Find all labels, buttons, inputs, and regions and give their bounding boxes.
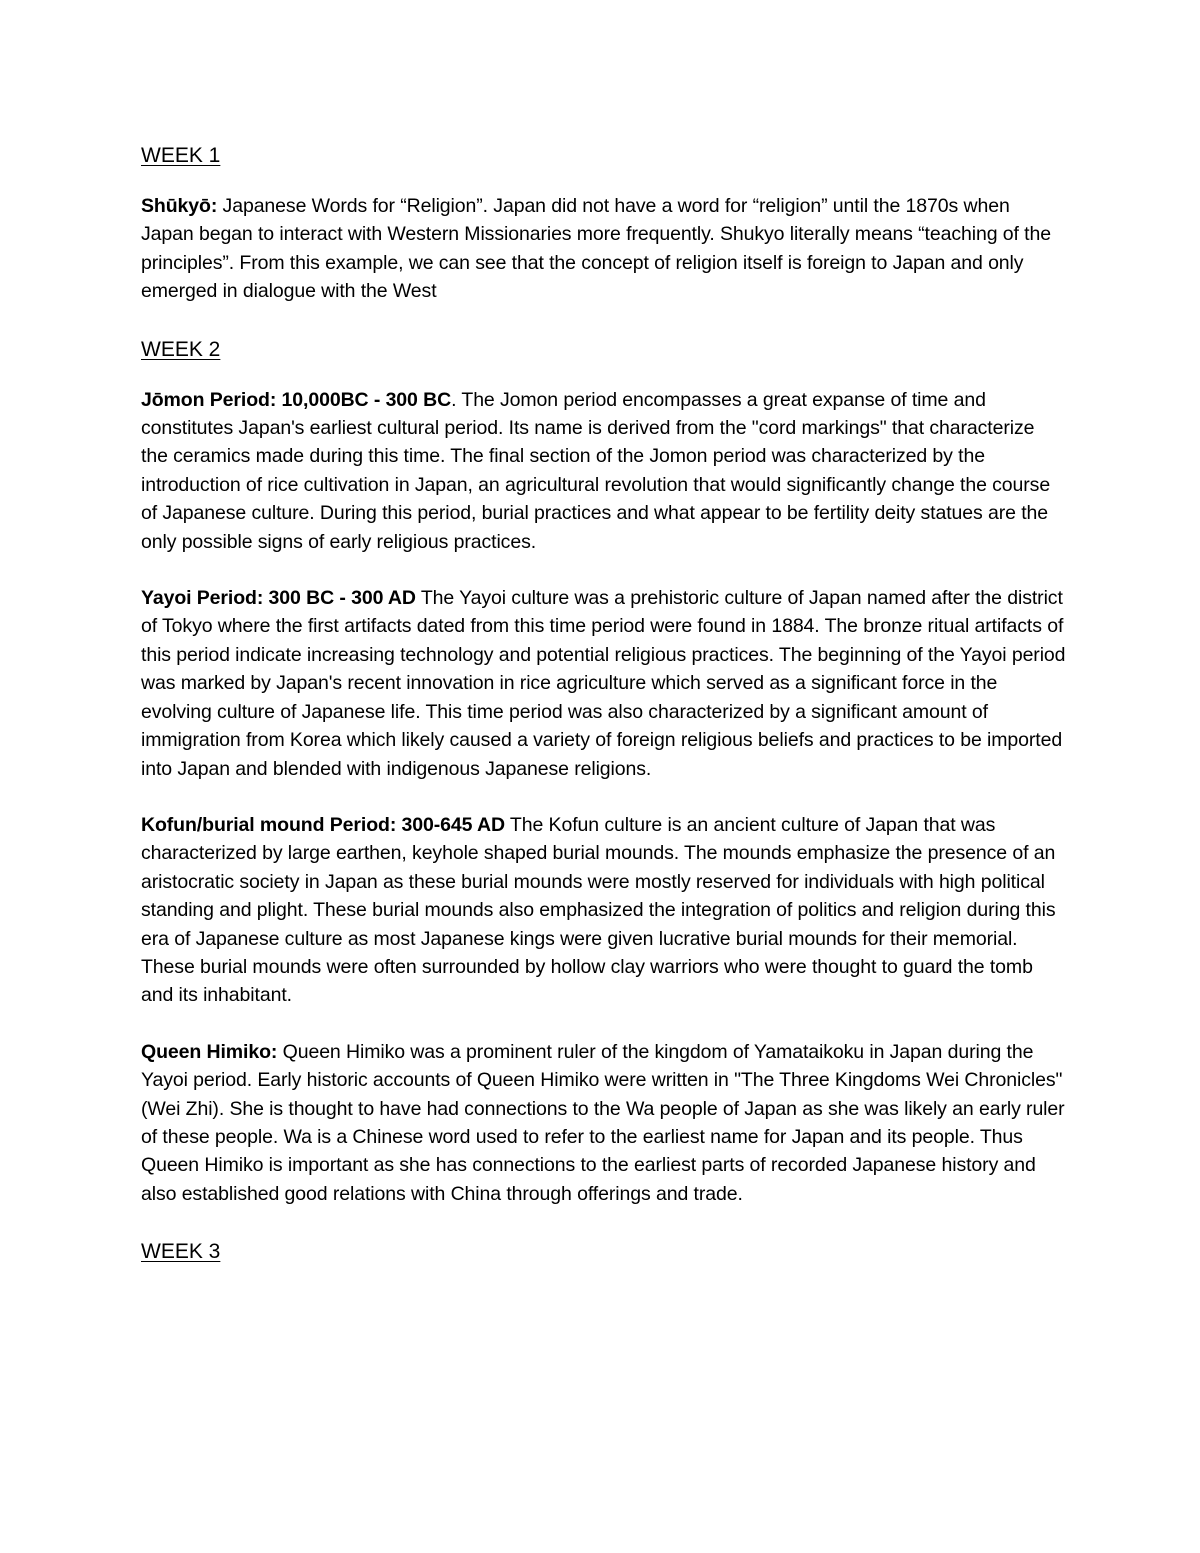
entry-text: The Yayoi culture was a prehistoric culture of Japan named after the district of Tokyo where the first artifacts dated from this time period were found in 1884. The bronze ritual artifacts of this period indicate increasing technology and potential religious practices. The beginning of the Yayoi period was marked by Japan's recent innovation in rice agriculture which served as a significant force in the evolving culture of Japanese life. This time period was also characterized by a significant amount of immigration from Korea which likely caused a variety of foreign religious beliefs and practices to be imported into Japan and blended with indigenous Japanese religions. <box>141 587 1066 780</box>
shukyo-entry <box>141 192 1066 306</box>
entry-text: Japanese Words for “Religion”. Japan did not have a word for “religion” until the 1870s when Japan began to interact with Western Missionaries more frequently. Shukyo literally means “teaching of the principles”. From this example, we can see that the concept of religion itself is foreign to Japan and only emerged in dialogue with the West <box>141 195 1051 303</box>
week-2-heading: WEEK 2 <box>141 337 221 361</box>
jomon-period-entry <box>141 386 1066 556</box>
entry-text: Queen Himiko was a prominent ruler of the kingdom of Yamataikoku in Japan during the Yayoi period. Early historic accounts of Queen Himiko were written in "The Three Kingdoms Wei Chronicles" (Wei Zhi). She is thought to have had connections to the Wa people of Japan as she was likely an early ruler of these people. Wa is a Chinese word used to refer to the earliest name for Japan and its people. Thus Queen Himiko is important as she has connections to the earliest parts of recorded Japanese history and also established good relations with China through offerings and trade. <box>141 1040 1065 1205</box>
week-3-heading: WEEK 3 <box>141 1240 221 1264</box>
entry-term: Queen Himiko: <box>141 1040 278 1063</box>
document-body <box>141 140 1066 1268</box>
entry-text: . The Jomon period encompasses a great expanse of time and constitutes Japan's earliest cultural period. Its name is derived from the "cord markings" that characterize the ceramics made during this time. The final section of the Jomon period was characterized by the introduction of rice cultivation in Japan, an agricultural revolution that would significantly change the course of Japanese culture. During this period, burial practices and what appear to be fertility deity statues are the only possible signs of early religious practices. <box>141 388 1051 553</box>
entry-term: Jōmon Period: 10,000BC - 300 BC <box>141 388 452 411</box>
entry-term: Yayoi Period: 300 BC - 300 AD <box>141 587 416 610</box>
entry-term: Kofun/burial mound Period: 300-645 AD <box>141 813 505 836</box>
queen-himiko-entry <box>141 1038 1066 1208</box>
yayoi-period-entry <box>141 584 1066 783</box>
week-1-heading: WEEK 1 <box>141 144 221 167</box>
entry-text: The Kofun culture is an ancient culture of Japan that was characterized by large earthen, keyhole shaped burial mounds. The mounds emphasize the presence of an aristocratic society in Japan as these burial mounds were mostly reserved for individuals with high political standing and plight. These burial mounds also emphasized the integration of politics and religion during this era of Japanese culture as most Japanese kings were given lucrative burial mounds for their memorial. These burial mounds were often surrounded by hollow clay warriors who were thought to guard the tomb and its inhabitant. <box>141 813 1056 1007</box>
entry-term: Shūkyō: <box>141 195 218 217</box>
kofun-period-entry <box>141 811 1066 1010</box>
